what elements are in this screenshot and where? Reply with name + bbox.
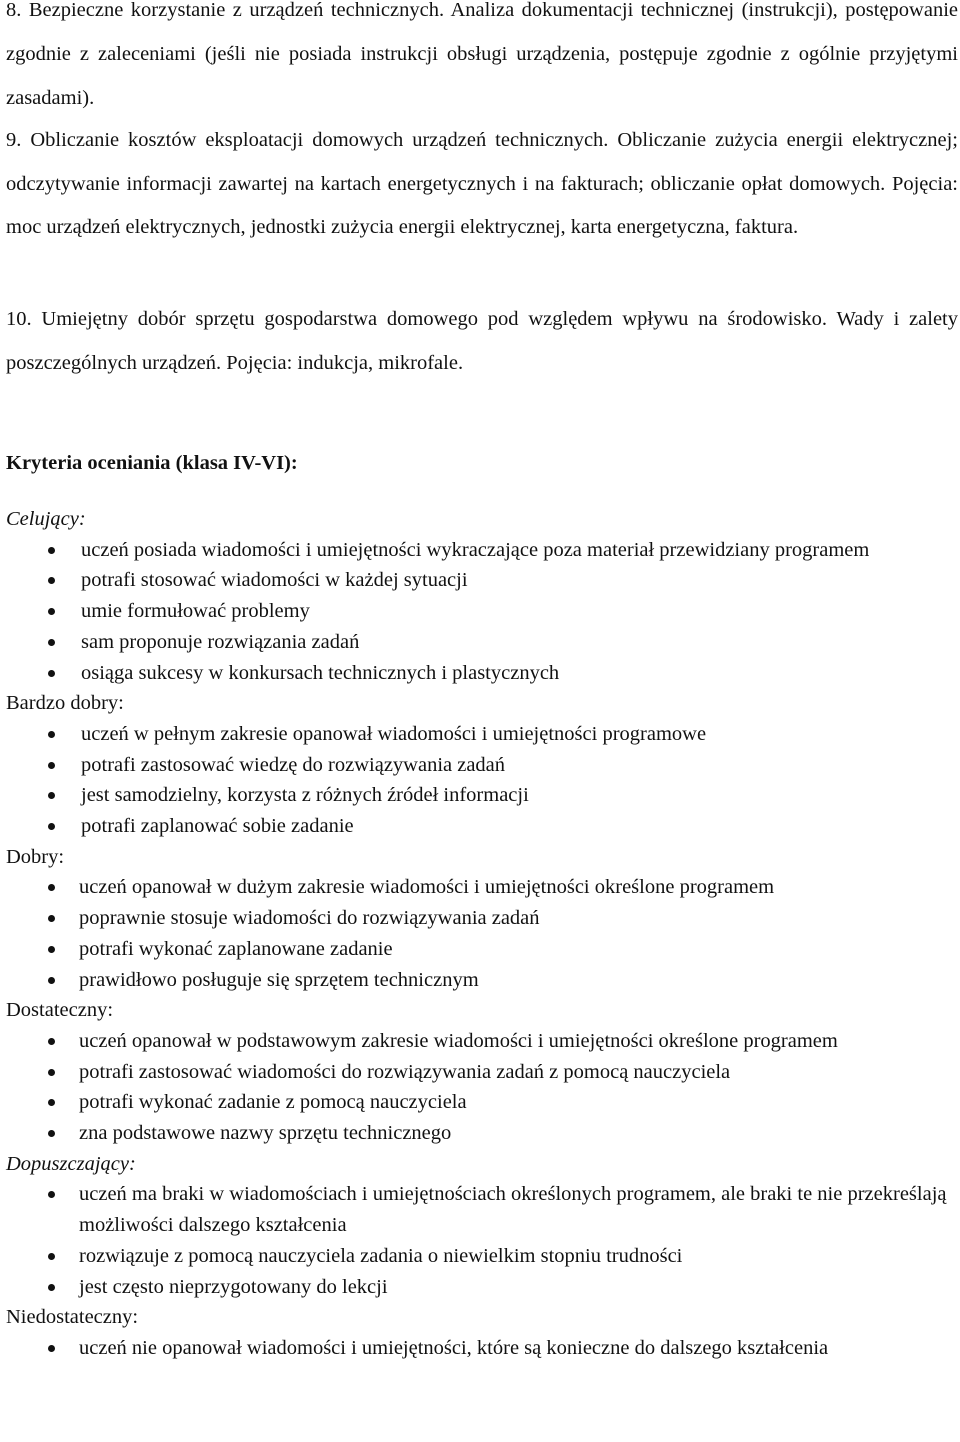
criteria-heading: Kryteria oceniania (klasa IV-VI): [6,452,298,474]
grade-list-bardzo-dobry [6,719,958,842]
list-item: potrafi wykonać zaplanowane zadanie [6,934,958,965]
grade-label-niedostateczny: Niedostateczny: [6,1306,139,1329]
grade-list-niedostateczny [6,1333,958,1364]
list-item: uczeń opanował w dużym zakresie wiadomości i umiejętności określone programem [6,872,958,903]
grading-criteria [6,504,958,1364]
grade-list-dopuszczajacy [6,1179,958,1302]
list-item: uczeń nie opanował wiadomości i umiejętności, które są konieczne do dalszego kształcenia [6,1333,958,1364]
list-item: uczeń opanował w podstawowym zakresie wiadomości i umiejętności określone programem [6,1026,958,1057]
list-item: uczeń ma braki w wiadomościach i umiejętnościach określonych programem, ale braki te nie przekreślają możliwości dalszego kształcenia [6,1179,958,1240]
grade-list-celujacy [6,535,958,689]
list-item: umie formułować problemy [6,596,958,627]
grade-list-dostateczny [6,1026,958,1149]
list-item: potrafi wykonać zadanie z pomocą nauczyciela [6,1087,958,1118]
list-item: potrafi zaplanować sobie zadanie [6,811,958,842]
grade-label-dostateczny: Dostateczny: [6,999,114,1022]
list-item: uczeń posiada wiadomości i umiejętności wykraczające poza materiał przewidziany programem [6,535,958,566]
list-item: potrafi stosować wiadomości w każdej sytuacji [6,565,958,596]
list-item: osiąga sukcesy w konkursach technicznych i plastycznych [6,658,958,689]
list-item: sam proponuje rozwiązania zadań [6,627,958,658]
list-item: potrafi zastosować wiadomości do rozwiązywania zadań z pomocą nauczyciela [6,1057,958,1088]
grade-label-dopuszczajacy: Dopuszczający: [6,1152,136,1175]
list-item: jest samodzielny, korzysta z różnych źródeł informacji [6,780,958,811]
grade-label-dobry: Dobry: [6,845,65,868]
list-item: potrafi zastosować wiedzę do rozwiązywania zadań [6,750,958,781]
list-item: poprawnie stosuje wiadomości do rozwiązywania zadań [6,903,958,934]
list-item: rozwiązuje z pomocą nauczyciela zadania o niewielkim stopniu trudności [6,1241,958,1272]
list-item: prawidłowo posługuje się sprzętem technicznym [6,965,958,996]
paragraph-10: 10. Umiejętny dobór sprzętu gospodarstwa domowego pod względem wpływu na środowisko. Wady i zalety poszczególnych urządzeń. Pojęcia: indukcja, mikrofale. [6,308,958,374]
list-item: jest często nieprzygotowany do lekcji [6,1272,958,1303]
list-item: uczeń w pełnym zakresie opanował wiadomości i umiejętności programowe [6,719,958,750]
grade-list-dobry [6,872,958,995]
list-item: zna podstawowe nazwy sprzętu technicznego [6,1118,958,1149]
grade-label-bardzo-dobry: Bardzo dobry: [6,692,124,715]
grade-label-celujacy: Celujący: [6,508,86,530]
paragraph-9: 9. Obliczanie kosztów eksploatacji domowych urządzeń technicznych. Obliczanie zużycia energii elektrycznej; odczytywanie informacji zawartej na kartach energetycznych i na fakturach; obliczanie opłat domowych. Pojęcia: moc urządzeń elektrycznych, jednostki zużycia energii elektrycznej, karta energetyczna, faktura. [6,129,958,238]
paragraph-8: 8. Bezpieczne korzystanie z urządzeń technicznych. Analiza dokumentacji technicznej (instrukcji), postępowanie zgodnie z zaleceniami (jeśli nie posiada instrukcji obsługi urządzenia, postępuje zgodnie z ogólnie przyjętymi zasadami). [6,0,958,109]
